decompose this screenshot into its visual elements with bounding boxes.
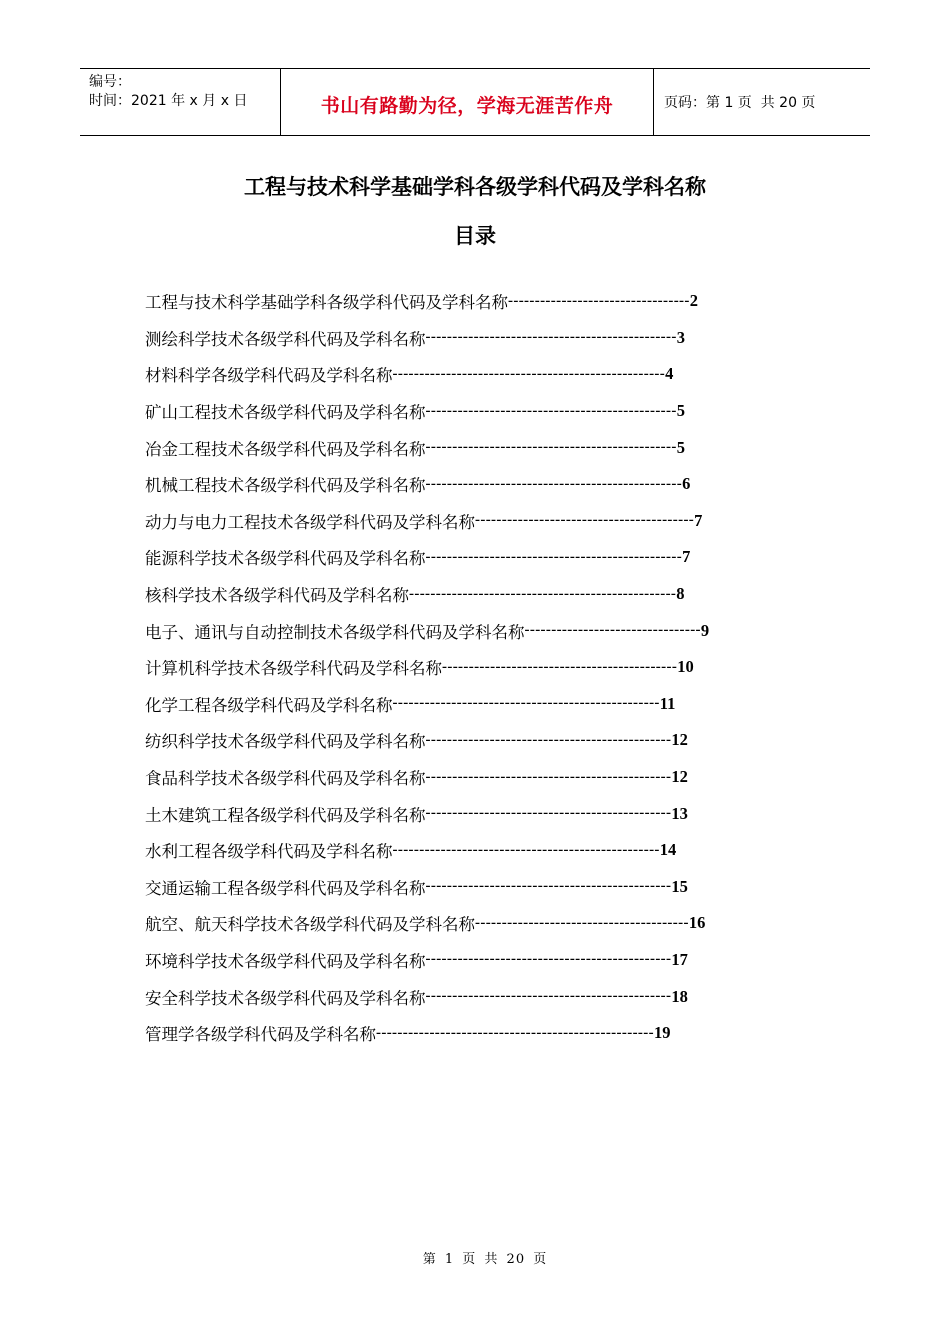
header-page-label: 页码：第 1 页 共 20 页: [664, 95, 816, 111]
toc-entry[interactable]: [145, 393, 805, 430]
toc-entry-title: 土木建筑工程各级学科代码及学科名称: [145, 805, 426, 825]
toc-entry-leader: --------------------------------------------: [442, 658, 678, 675]
toc-entry-title: 能源科学技术各级学科代码及学科名称: [145, 549, 426, 569]
page-footer: 第 1 页 共 20 页: [422, 1252, 548, 1267]
toc-entry-page-number: 14: [659, 840, 677, 860]
toc-entry-page-number: 12: [671, 730, 688, 750]
toc-entry-title: 电子、通讯与自动控制技术各级学科代码及学科名称: [145, 622, 525, 642]
toc-entry-leader: -----------------------------------------------: [425, 439, 677, 456]
toc-entry-title: 水利工程各级学科代码及学科名称: [145, 842, 393, 862]
toc-entry-page-number: 9: [700, 620, 710, 640]
toc-entry[interactable]: [145, 869, 805, 906]
document-title: 工程与技术科学基础学科各级学科代码及学科名称: [244, 175, 706, 199]
toc-entry-leader: ----------------------------------------------: [425, 878, 672, 895]
toc-entry-page-number: 19: [653, 1023, 671, 1043]
toc-entry-page-number: 10: [677, 657, 694, 677]
header-motto-cell: [281, 69, 654, 135]
toc-entry-leader: -----------------------------------------------: [425, 402, 677, 419]
toc-entry-page-number: 5: [676, 401, 685, 421]
toc-entry-title: 纺织科学技术各级学科代码及学科名称: [145, 732, 426, 752]
toc-entry-title: 测绘科学技术各级学科代码及学科名称: [145, 329, 426, 349]
toc-entry-leader: --------------------------------------------------: [392, 695, 660, 712]
toc-entry-leader: ---------------------------------------------------: [392, 365, 666, 382]
toc-entry[interactable]: [145, 503, 805, 540]
toc-entry[interactable]: [145, 905, 805, 942]
toc-entry-leader: ----------------------------------: [508, 292, 690, 309]
document-number-label: 编号：: [89, 74, 131, 90]
toc-entry-page-number: 3: [676, 327, 685, 347]
toc-entry[interactable]: [145, 1015, 805, 1052]
toc-entry-page-number: 11: [659, 693, 676, 713]
toc-entry[interactable]: [145, 722, 805, 759]
toc-entry[interactable]: [145, 320, 805, 357]
toc-entry-title: 交通运输工程各级学科代码及学科名称: [145, 878, 426, 898]
toc-entry-leader: ---------------------------------: [524, 622, 701, 639]
toc-entry-page-number: 17: [671, 949, 688, 969]
toc-entry[interactable]: [145, 686, 805, 723]
toc-heading: 目录: [454, 224, 496, 248]
toc-entry-page-number: 5: [676, 437, 685, 457]
toc-entry-title: 工程与技术科学基础学科各级学科代码及学科名称: [145, 293, 508, 313]
toc-entry-leader: ----------------------------------------------: [425, 988, 672, 1005]
toc-entry-title: 航空、航天科学技术各级学科代码及学科名称: [145, 915, 475, 935]
toc-entry-page-number: 12: [671, 767, 688, 787]
toc-entry[interactable]: [145, 466, 805, 503]
toc-entry-page-number: 8: [676, 584, 685, 604]
toc-entry-leader: ----------------------------------------------: [425, 951, 672, 968]
toc-entry-leader: ----------------------------------------------: [425, 805, 672, 822]
toc-entry-page-number: 18: [671, 986, 688, 1006]
toc-entry-leader: --------------------------------------------------: [409, 585, 677, 602]
toc-entry[interactable]: [145, 612, 805, 649]
toc-entry-title: 食品科学技术各级学科代码及学科名称: [145, 769, 426, 789]
toc-entry-title: 管理学各级学科代码及学科名称: [145, 1025, 376, 1045]
toc-entry-page-number: 15: [671, 876, 688, 896]
toc-entry-page-number: 6: [682, 474, 691, 494]
toc-entry-leader: --------------------------------------------------: [392, 841, 660, 858]
header-meta-cell: [80, 69, 281, 135]
document-date-label: 时间：2021 年 x 月 x 日: [89, 93, 248, 109]
toc-entry[interactable]: [145, 356, 805, 393]
toc-entry-leader: ----------------------------------------------: [425, 768, 672, 785]
toc-entry[interactable]: [145, 539, 805, 576]
toc-entry-leader: ----------------------------------------------------: [376, 1024, 654, 1041]
toc-entry-page-number: 7: [694, 510, 703, 530]
toc-entry[interactable]: [145, 283, 805, 320]
toc-entry[interactable]: [145, 649, 805, 686]
toc-entry[interactable]: [145, 576, 805, 613]
toc-entry-title: 机械工程技术各级学科代码及学科名称: [145, 476, 426, 496]
toc-entry-title: 化学工程各级学科代码及学科名称: [145, 695, 393, 715]
toc-entry[interactable]: [145, 978, 805, 1015]
toc-entry[interactable]: [145, 942, 805, 979]
toc-entry-title: 动力与电力工程技术各级学科代码及学科名称: [145, 512, 475, 532]
toc-entry-page-number: 4: [665, 364, 674, 384]
toc-entry-title: 矿山工程技术各级学科代码及学科名称: [145, 403, 426, 423]
toc-entry-leader: ------------------------------------------------: [425, 475, 683, 492]
toc-entry-title: 计算机科学技术各级学科代码及学科名称: [145, 659, 442, 679]
toc-entry-page-number: 16: [688, 913, 706, 933]
header-page-cell: [654, 69, 870, 135]
toc-entry-title: 冶金工程技术各级学科代码及学科名称: [145, 439, 426, 459]
header-table: [80, 68, 870, 136]
toc-entry-page-number: 7: [682, 547, 691, 567]
toc-entry-leader: -----------------------------------------: [475, 512, 695, 529]
toc-entry[interactable]: [145, 759, 805, 796]
toc-entry-title: 安全科学技术各级学科代码及学科名称: [145, 988, 426, 1008]
toc-entry[interactable]: [145, 832, 805, 869]
toc-entry-page-number: 13: [671, 803, 688, 823]
toc-entry-leader: -----------------------------------------------: [425, 329, 677, 346]
toc-entry-title: 材料科学各级学科代码及学科名称: [145, 366, 393, 386]
toc-entry-leader: ----------------------------------------: [475, 914, 689, 931]
toc-entry-leader: ------------------------------------------------: [425, 548, 683, 565]
toc-entry-page-number: 2: [689, 291, 698, 311]
toc-entry-title: 环境科学技术各级学科代码及学科名称: [145, 951, 426, 971]
toc-entry-leader: ----------------------------------------------: [425, 731, 672, 748]
toc-entry-title: 核科学技术各级学科代码及学科名称: [145, 586, 409, 606]
table-of-contents: [145, 283, 805, 1051]
header-motto: 书山有路勤为径，学海无涯苦作舟: [320, 94, 614, 117]
toc-entry[interactable]: [145, 795, 805, 832]
toc-entry[interactable]: [145, 429, 805, 466]
